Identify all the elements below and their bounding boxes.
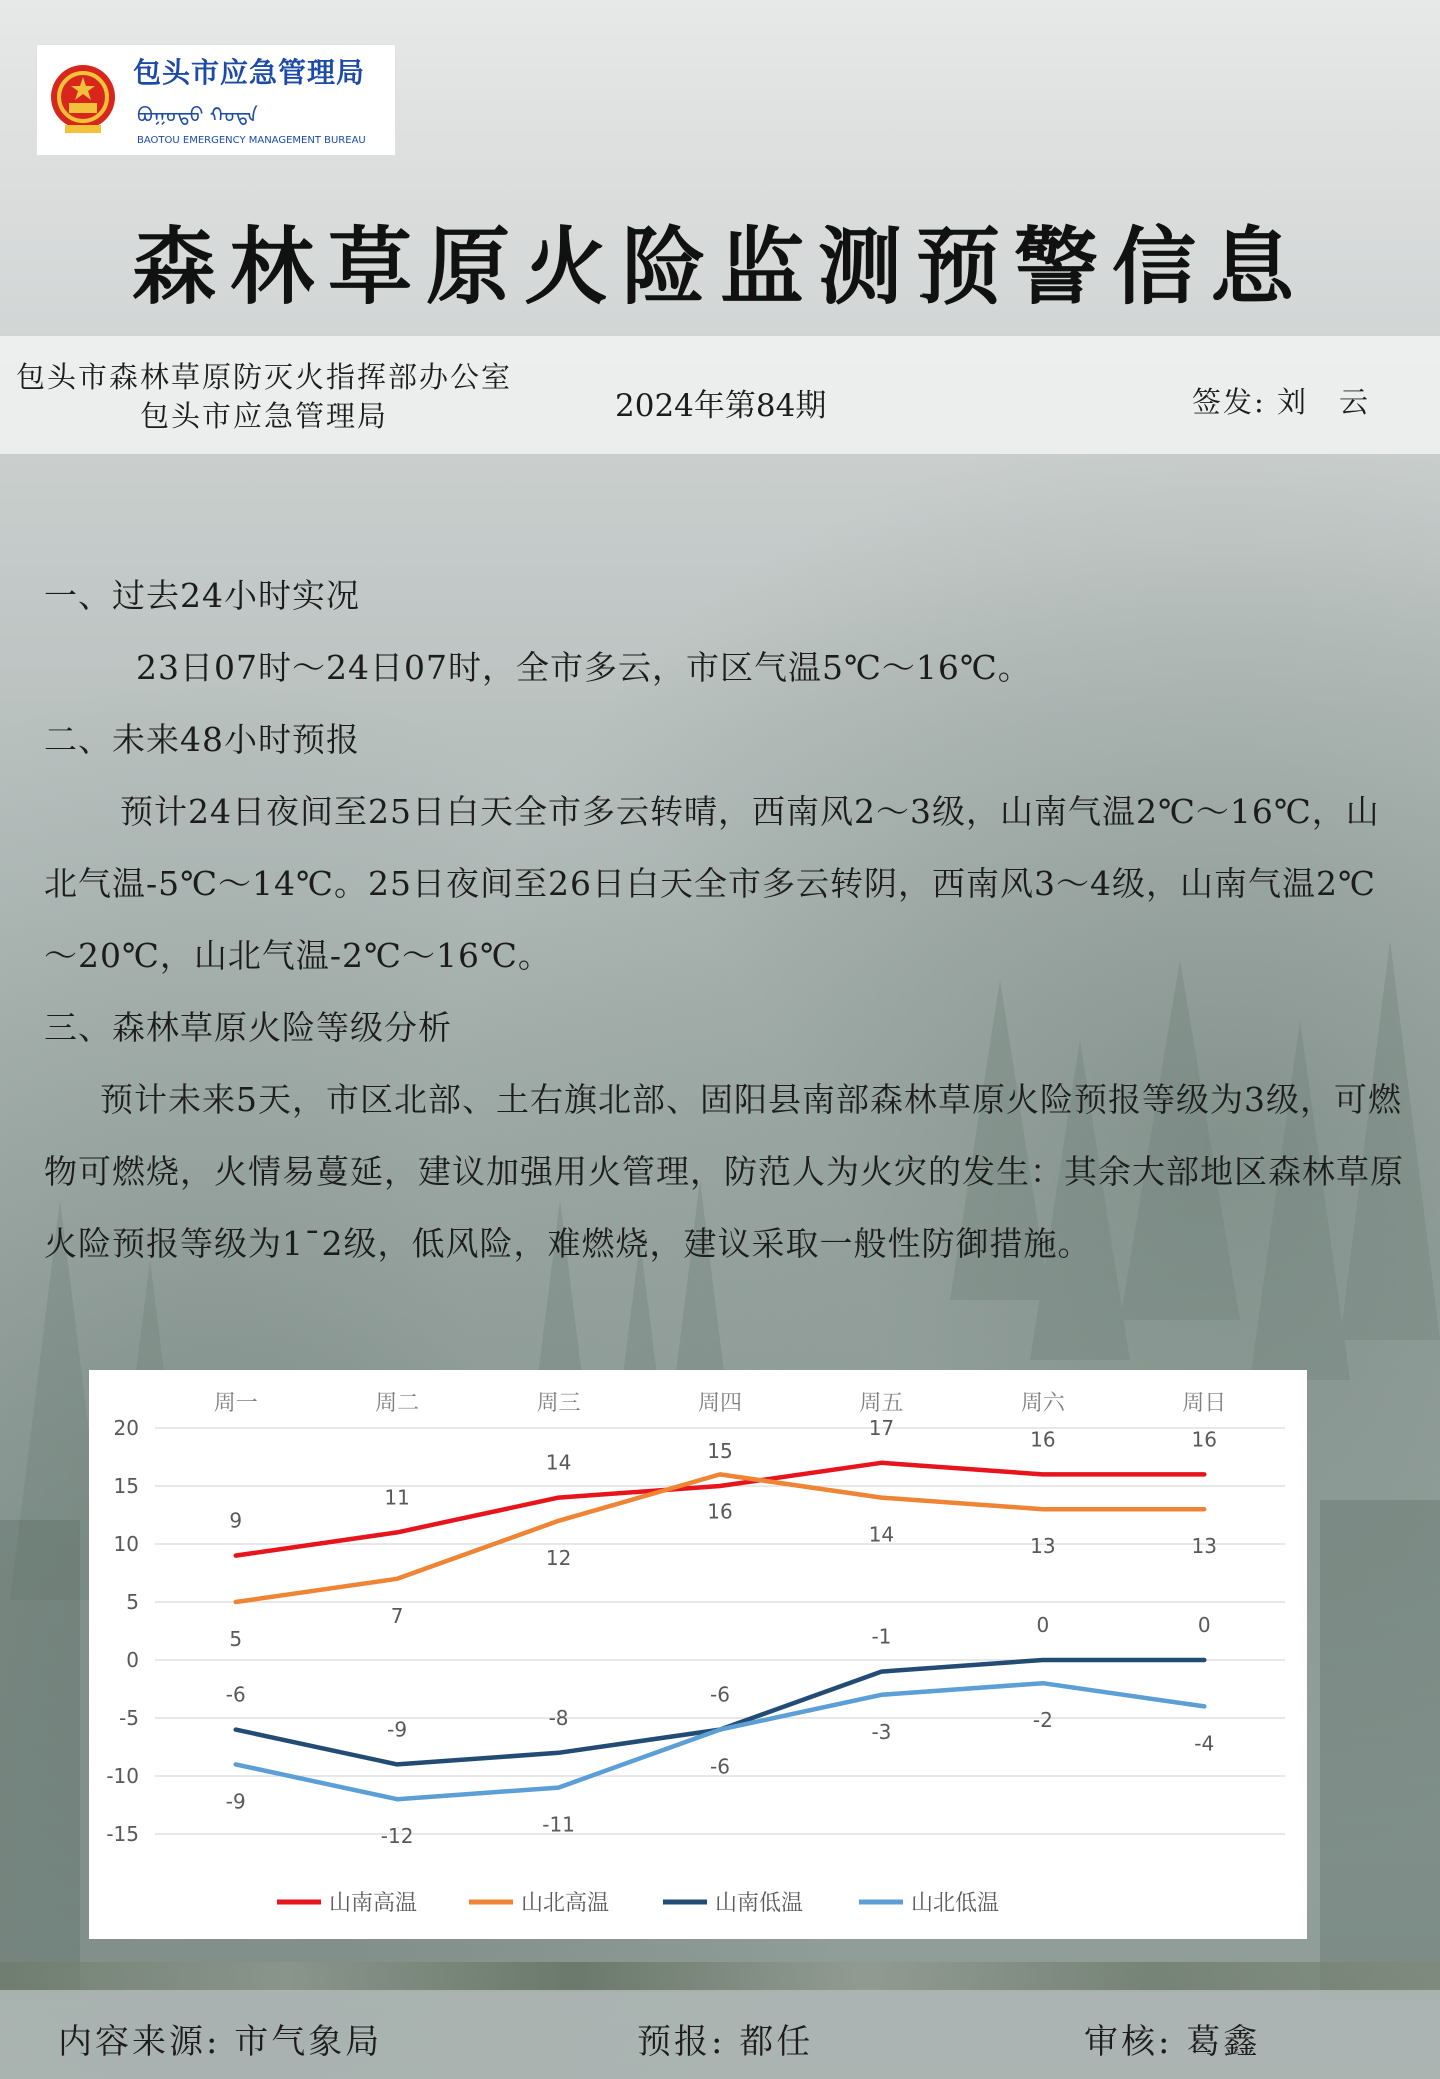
- section-1-heading: 一、过去24小时实况: [44, 576, 360, 615]
- forecaster: 预报: 都任: [637, 2022, 814, 2062]
- national-emblem-icon: [47, 59, 119, 139]
- data-label: -6: [710, 1754, 730, 1779]
- data-label: 0: [1197, 1613, 1211, 1637]
- legend-label: 山南低温: [715, 1891, 804, 1916]
- section-1-text: 23日07时～24日07时，全市多云，市区气温5℃～16℃。: [136, 648, 1032, 687]
- issuing-organization: [14, 358, 514, 436]
- legend-label: 山北高温: [521, 1891, 610, 1916]
- data-label: 16: [707, 1499, 733, 1524]
- section-2-heading: 二、未来48小时预报: [44, 720, 360, 759]
- y-tick-label: 0: [126, 1648, 139, 1672]
- data-label: 7: [390, 1603, 404, 1628]
- logo-english-name: BAOTOU EMERGENCY MANAGEMENT BUREAU: [137, 135, 366, 146]
- footer: [0, 1990, 1440, 2079]
- x-category-label: 周六: [1020, 1391, 1065, 1416]
- data-label: -8: [548, 1705, 569, 1730]
- logo-mongolian-name: ᠪᠣᠭᠣᠲᠣ ᠬᠣᠲᠠ: [137, 103, 258, 127]
- temperature-chart: [89, 1370, 1307, 1939]
- data-label: -2: [1032, 1708, 1053, 1733]
- bulletin-body: [44, 560, 1404, 1280]
- data-label: 13: [1191, 1534, 1218, 1559]
- data-label: 16: [1030, 1427, 1056, 1452]
- reviewer: 审核: 葛鑫: [1084, 2022, 1261, 2062]
- data-label: 11: [384, 1485, 410, 1510]
- data-label: -1: [871, 1624, 892, 1649]
- data-label: 5: [229, 1627, 243, 1651]
- legend-label: 山南高温: [329, 1891, 418, 1916]
- page-title: 森林草原火险监测预警信息: [131, 217, 1308, 316]
- riverbank-strip: [0, 1962, 1440, 1992]
- data-label: -4: [1194, 1731, 1215, 1756]
- section-2-text: 预计24日夜间至25日白天全市多云转晴，西南风2～3级，山南气温2℃～16℃，山北气温-5℃～14℃。25日夜间至26日白天全市多云转阴，西南风3～4级，山南气温2℃～20℃，山北气温-2℃～16℃。: [44, 792, 1380, 975]
- data-label: -6: [225, 1682, 246, 1707]
- y-tick-label: 15: [113, 1474, 139, 1498]
- data-label: 16: [1191, 1427, 1218, 1452]
- issue-number: 2024年第84期: [615, 388, 827, 424]
- data-label: 13: [1030, 1534, 1056, 1559]
- data-label: 0: [1036, 1613, 1050, 1637]
- signer: 签发: 刘 云: [1192, 385, 1370, 419]
- series-line: [236, 1660, 1205, 1764]
- data-label: -6: [710, 1682, 730, 1707]
- data-label: 12: [545, 1545, 572, 1570]
- x-category-label: 周三: [536, 1391, 581, 1416]
- data-label: -11: [542, 1812, 575, 1837]
- series-line: [236, 1474, 1205, 1602]
- data-label: 14: [545, 1450, 572, 1475]
- x-category-label: 周二: [375, 1391, 420, 1416]
- temperature-line-chart: [89, 1370, 1307, 1939]
- org-line-1: 包头市森林草原防灭火指挥部办公室: [15, 360, 512, 394]
- y-tick-label: -10: [106, 1764, 139, 1788]
- data-label: 17: [868, 1415, 895, 1440]
- data-label: 15: [707, 1439, 733, 1463]
- data-label: -9: [225, 1789, 246, 1814]
- issue-header: [0, 336, 1440, 454]
- content-source: 内容来源: 市气象局: [58, 2022, 383, 2062]
- legend-label: 山北低温: [911, 1891, 1000, 1916]
- y-tick-label: 20: [113, 1416, 139, 1440]
- logo-chinese-name: 包头市应急管理局: [133, 56, 366, 89]
- y-tick-label: -15: [106, 1822, 139, 1846]
- bureau-logo: [36, 44, 396, 156]
- y-tick-label: 5: [126, 1590, 139, 1614]
- y-tick-label: 10: [113, 1532, 139, 1556]
- data-label: 9: [229, 1508, 243, 1533]
- data-label: 14: [868, 1522, 895, 1547]
- org-line-2: 包头市应急管理局: [139, 399, 388, 433]
- section-3-text: 预计未来5天，市区北部、土右旗北部、固阳县南部森林草原火险预报等级为3级，可燃物可燃烧，火情易蔓延，建议加强用火管理，防范人为火灾的发生：其余大部地区森林草原火险预报等级为1¯2级，低风险，难燃烧，建议采取一般性防御措施。: [44, 1080, 1404, 1263]
- data-label: -3: [871, 1719, 892, 1744]
- x-category-label: 周日: [1182, 1391, 1227, 1416]
- section-3-heading: 三、森林草原火险等级分析: [44, 1008, 452, 1047]
- x-category-label: 周四: [697, 1391, 743, 1416]
- data-label: -12: [380, 1824, 414, 1849]
- y-tick-label: -5: [119, 1706, 139, 1730]
- x-category-label: 周一: [213, 1391, 258, 1416]
- x-category-label: 周五: [859, 1391, 904, 1416]
- data-label: -9: [387, 1717, 408, 1742]
